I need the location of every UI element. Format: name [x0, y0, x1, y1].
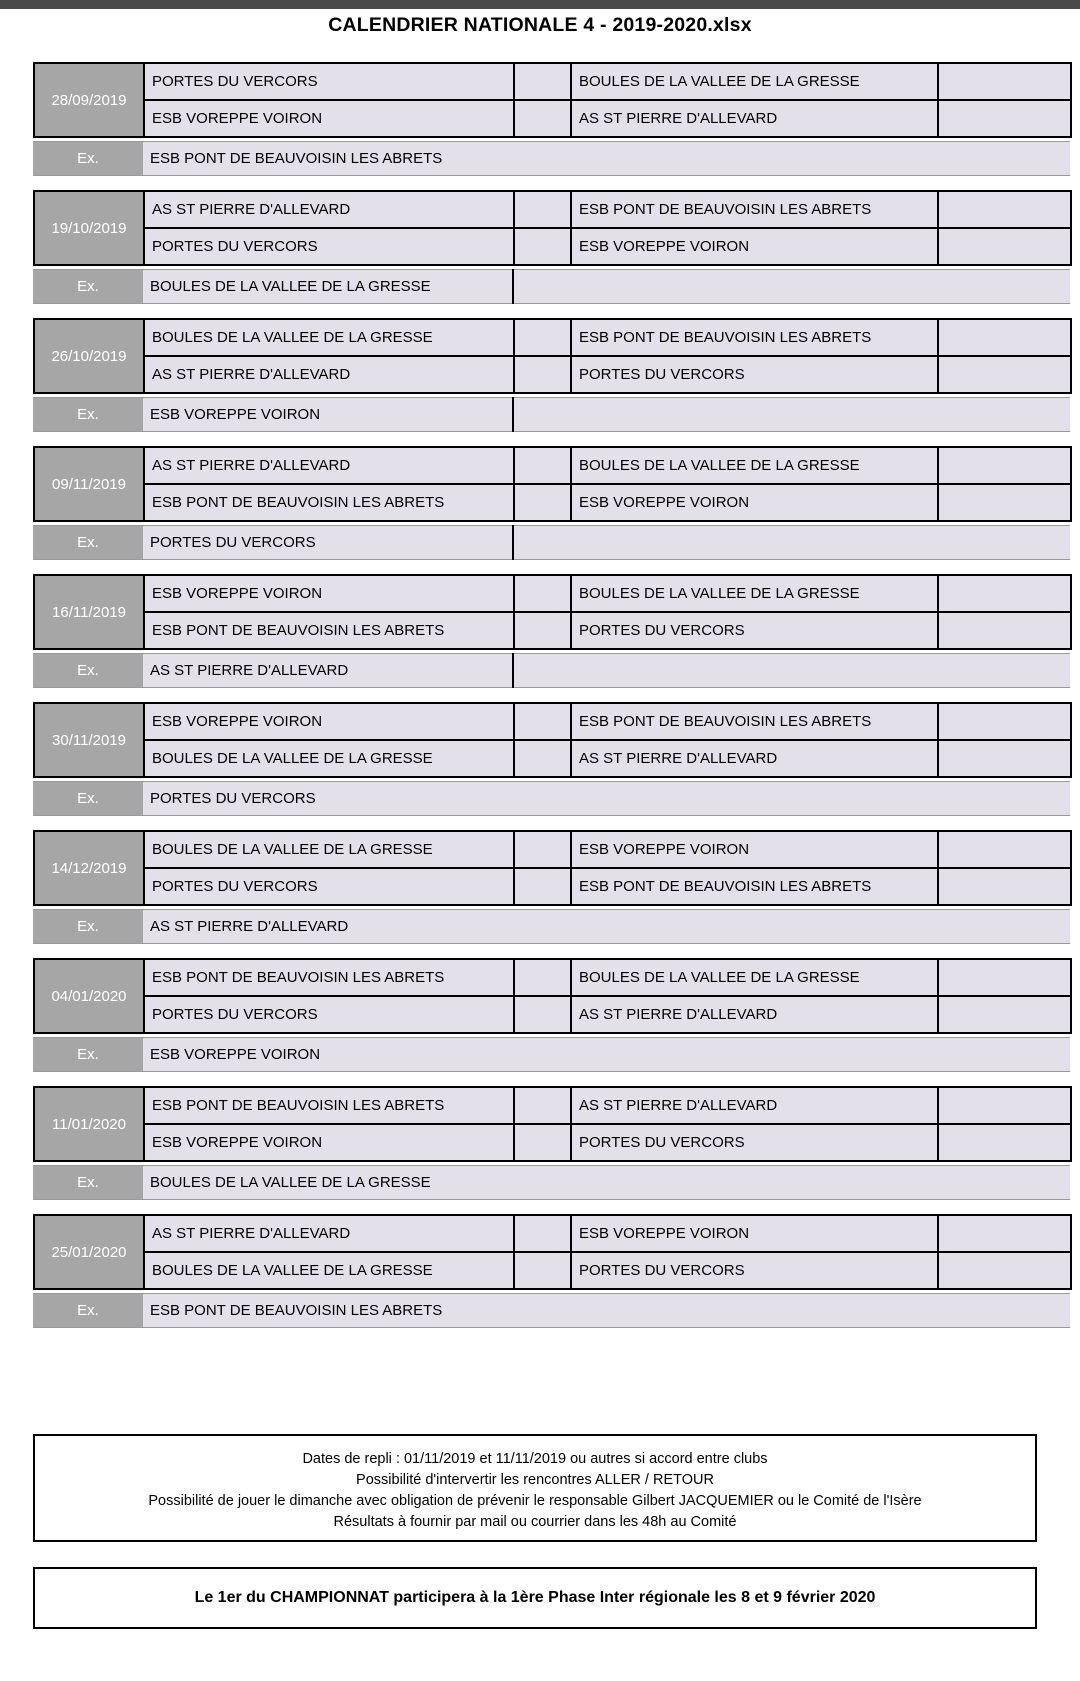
exempt-row-inner [33, 398, 1070, 432]
matchday-date: 04/01/2020 [34, 959, 144, 1033]
away-score-cell[interactable] [938, 1215, 1071, 1252]
matchday-table [33, 318, 1072, 394]
matchday-date: 16/11/2019 [34, 575, 144, 649]
matchday-date: 11/01/2020 [34, 1087, 144, 1161]
exempt-filler [513, 142, 1070, 176]
home-score-cell[interactable] [514, 831, 571, 868]
exempt-row-inner [33, 526, 1070, 560]
away-team-cell: ESB PONT DE BEAUVOISIN LES ABRETS [571, 319, 938, 356]
home-score-cell[interactable] [514, 575, 571, 612]
exempt-filler [513, 1294, 1070, 1328]
matchday-table [33, 574, 1072, 650]
away-score-cell[interactable] [938, 63, 1071, 100]
home-team-cell: ESB VOREPPE VOIRON [144, 100, 514, 137]
match-row [34, 1215, 1071, 1252]
matchday-table [33, 62, 1072, 138]
exempt-team: BOULES DE LA VALLEE DE LA GRESSE [143, 1166, 513, 1200]
exempt-filler [513, 1166, 1070, 1200]
home-score-cell[interactable] [514, 868, 571, 905]
match-row [34, 63, 1071, 100]
exempt-team: BOULES DE LA VALLEE DE LA GRESSE [143, 270, 513, 304]
away-team-cell: PORTES DU VERCORS [571, 1124, 938, 1161]
away-team-cell: AS ST PIERRE D'ALLEVARD [571, 100, 938, 137]
exempt-row [33, 909, 1070, 944]
away-score-cell[interactable] [938, 740, 1071, 777]
matchday-date: 19/10/2019 [34, 191, 144, 265]
exempt-team: ESB VOREPPE VOIRON [143, 398, 513, 432]
home-team-cell: ESB VOREPPE VOIRON [144, 1124, 514, 1161]
away-score-cell[interactable] [938, 228, 1071, 265]
match-row [34, 1087, 1071, 1124]
away-score-cell[interactable] [938, 100, 1071, 137]
note-line: Possibilité d'intervertir les rencontres ALLER / RETOUR [356, 1472, 714, 1488]
note-line: Dates de repli : 01/11/2019 et 11/11/2019 ou autres si accord entre clubs [302, 1451, 768, 1467]
exempt-label: Ex. [33, 1038, 143, 1072]
exempt-filler [513, 654, 1070, 688]
away-score-cell[interactable] [938, 831, 1071, 868]
away-team-cell: BOULES DE LA VALLEE DE LA GRESSE [571, 959, 938, 996]
home-team-cell: BOULES DE LA VALLEE DE LA GRESSE [144, 831, 514, 868]
matchday-date: 28/09/2019 [34, 63, 144, 137]
match-row [34, 959, 1071, 996]
matchday-block [33, 318, 1070, 432]
matchday-block [33, 446, 1070, 560]
away-team-cell: ESB VOREPPE VOIRON [571, 1215, 938, 1252]
match-row [34, 228, 1071, 265]
home-score-cell[interactable] [514, 740, 571, 777]
exempt-team: ESB PONT DE BEAUVOISIN LES ABRETS [143, 142, 513, 176]
exempt-row [33, 1037, 1070, 1072]
away-score-cell[interactable] [938, 959, 1071, 996]
exempt-row-inner [33, 142, 1070, 176]
exempt-row-inner [33, 1294, 1070, 1328]
away-score-cell[interactable] [938, 612, 1071, 649]
exempt-row-inner [33, 270, 1070, 304]
exempt-row-inner [33, 910, 1070, 944]
matchday-block [33, 1214, 1070, 1328]
home-score-cell[interactable] [514, 484, 571, 521]
away-team-cell: ESB VOREPPE VOIRON [571, 228, 938, 265]
matchday-date: 30/11/2019 [34, 703, 144, 777]
away-team-cell: ESB PONT DE BEAUVOISIN LES ABRETS [571, 703, 938, 740]
match-row [34, 831, 1071, 868]
exempt-row [33, 653, 1070, 688]
match-row [34, 703, 1071, 740]
matchday-table [33, 702, 1072, 778]
away-score-cell[interactable] [938, 447, 1071, 484]
matchday-date: 26/10/2019 [34, 319, 144, 393]
home-team-cell: AS ST PIERRE D'ALLEVARD [144, 356, 514, 393]
match-row [34, 575, 1071, 612]
away-team-cell: BOULES DE LA VALLEE DE LA GRESSE [571, 63, 938, 100]
away-team-cell: ESB PONT DE BEAUVOISIN LES ABRETS [571, 868, 938, 905]
match-row [34, 484, 1071, 521]
away-score-cell[interactable] [938, 1124, 1071, 1161]
home-score-cell[interactable] [514, 1252, 571, 1289]
away-score-cell[interactable] [938, 191, 1071, 228]
exempt-row [33, 1293, 1070, 1328]
home-score-cell[interactable] [514, 1215, 571, 1252]
exempt-team: AS ST PIERRE D'ALLEVARD [143, 654, 513, 688]
match-row [34, 356, 1071, 393]
away-team-cell: BOULES DE LA VALLEE DE LA GRESSE [571, 575, 938, 612]
exempt-label: Ex. [33, 782, 143, 816]
away-team-cell: PORTES DU VERCORS [571, 356, 938, 393]
window-top-bar [0, 0, 1080, 9]
matchday-table [33, 446, 1072, 522]
exempt-filler [513, 1038, 1070, 1072]
home-team-cell: ESB PONT DE BEAUVOISIN LES ABRETS [144, 1087, 514, 1124]
away-team-cell: PORTES DU VERCORS [571, 1252, 938, 1289]
match-row [34, 191, 1071, 228]
matchday-block [33, 574, 1070, 688]
match-row [34, 447, 1071, 484]
matchday-table [33, 1086, 1072, 1162]
exempt-row [33, 525, 1070, 560]
note-line: Possibilité de jouer le dimanche avec obligation de prévenir le responsable Gilbert JACQUEMIER ou le Comité de l'Isère [148, 1493, 922, 1509]
exempt-row [33, 781, 1070, 816]
exempt-team: PORTES DU VERCORS [143, 782, 513, 816]
matchday-table [33, 1214, 1072, 1290]
exempt-filler [513, 782, 1070, 816]
home-score-cell[interactable] [514, 1087, 571, 1124]
home-team-cell: PORTES DU VERCORS [144, 63, 514, 100]
exempt-label: Ex. [33, 270, 143, 304]
home-team-cell: ESB VOREPPE VOIRON [144, 575, 514, 612]
home-team-cell: ESB PONT DE BEAUVOISIN LES ABRETS [144, 612, 514, 649]
match-row [34, 612, 1071, 649]
away-score-cell[interactable] [938, 1252, 1071, 1289]
match-row [34, 319, 1071, 356]
home-team-cell: AS ST PIERRE D'ALLEVARD [144, 191, 514, 228]
away-team-cell: AS ST PIERRE D'ALLEVARD [571, 996, 938, 1033]
home-team-cell: BOULES DE LA VALLEE DE LA GRESSE [144, 1252, 514, 1289]
matchday-table [33, 830, 1072, 906]
home-score-cell[interactable] [514, 1124, 571, 1161]
exempt-row [33, 141, 1070, 176]
home-score-cell[interactable] [514, 996, 571, 1033]
exempt-row [33, 269, 1070, 304]
home-team-cell: ESB PONT DE BEAUVOISIN LES ABRETS [144, 484, 514, 521]
home-team-cell: BOULES DE LA VALLEE DE LA GRESSE [144, 319, 514, 356]
home-score-cell[interactable] [514, 447, 571, 484]
matchday-date: 14/12/2019 [34, 831, 144, 905]
away-score-cell[interactable] [938, 484, 1071, 521]
away-team-cell: BOULES DE LA VALLEE DE LA GRESSE [571, 447, 938, 484]
matchday-table [33, 958, 1072, 1034]
away-score-cell[interactable] [938, 996, 1071, 1033]
exempt-team: ESB VOREPPE VOIRON [143, 1038, 513, 1072]
schedule-container [33, 62, 1070, 1342]
home-team-cell: ESB VOREPPE VOIRON [144, 703, 514, 740]
away-score-cell[interactable] [938, 319, 1071, 356]
home-team-cell: PORTES DU VERCORS [144, 868, 514, 905]
home-team-cell: AS ST PIERRE D'ALLEVARD [144, 1215, 514, 1252]
away-team-cell: ESB VOREPPE VOIRON [571, 484, 938, 521]
home-score-cell[interactable] [514, 228, 571, 265]
away-score-cell[interactable] [938, 703, 1071, 740]
matchday-block [33, 62, 1070, 176]
exempt-label: Ex. [33, 398, 143, 432]
matchday-block [33, 702, 1070, 816]
home-score-cell[interactable] [514, 191, 571, 228]
exempt-label: Ex. [33, 910, 143, 944]
matchday-block [33, 958, 1070, 1072]
exempt-label: Ex. [33, 1294, 143, 1328]
home-score-cell[interactable] [514, 703, 571, 740]
matchday-table [33, 190, 1072, 266]
exempt-label: Ex. [33, 142, 143, 176]
away-score-cell[interactable] [938, 356, 1071, 393]
match-row [34, 100, 1071, 137]
home-team-cell: PORTES DU VERCORS [144, 996, 514, 1033]
exempt-row [33, 1165, 1070, 1200]
exempt-filler [513, 910, 1070, 944]
away-score-cell[interactable] [938, 1087, 1071, 1124]
exempt-team: PORTES DU VERCORS [143, 526, 513, 560]
exempt-row [33, 397, 1070, 432]
home-team-cell: PORTES DU VERCORS [144, 228, 514, 265]
matchday-date: 25/01/2020 [34, 1215, 144, 1289]
matchday-block [33, 190, 1070, 304]
exempt-team: ESB PONT DE BEAUVOISIN LES ABRETS [143, 1294, 513, 1328]
away-team-cell: PORTES DU VERCORS [571, 612, 938, 649]
exempt-filler [513, 526, 1070, 560]
exempt-label: Ex. [33, 1166, 143, 1200]
away-team-cell: ESB VOREPPE VOIRON [571, 831, 938, 868]
notes-box [33, 1434, 1037, 1542]
away-score-cell[interactable] [938, 575, 1071, 612]
exempt-label: Ex. [33, 526, 143, 560]
exempt-label: Ex. [33, 654, 143, 688]
exempt-team: AS ST PIERRE D'ALLEVARD [143, 910, 513, 944]
match-row [34, 868, 1071, 905]
home-score-cell[interactable] [514, 319, 571, 356]
match-row [34, 740, 1071, 777]
promotion-text: Le 1er du CHAMPIONNAT participera à la 1ère Phase Inter régionale les 8 et 9 février 2020 [194, 1589, 876, 1606]
away-team-cell: AS ST PIERRE D'ALLEVARD [571, 1087, 938, 1124]
exempt-row-inner [33, 782, 1070, 816]
home-score-cell[interactable] [514, 612, 571, 649]
exempt-filler [513, 398, 1070, 432]
matchday-block [33, 1086, 1070, 1200]
matchday-date: 09/11/2019 [34, 447, 144, 521]
page-title: CALENDRIER NATIONALE 4 - 2019-2020.xlsx [328, 14, 752, 36]
match-row [34, 1124, 1071, 1161]
match-row [34, 996, 1071, 1033]
away-score-cell[interactable] [938, 868, 1071, 905]
away-team-cell: ESB PONT DE BEAUVOISIN LES ABRETS [571, 191, 938, 228]
home-score-cell[interactable] [514, 356, 571, 393]
matchday-block [33, 830, 1070, 944]
home-score-cell[interactable] [514, 63, 571, 100]
promotion-box [33, 1567, 1037, 1629]
away-team-cell: AS ST PIERRE D'ALLEVARD [571, 740, 938, 777]
home-score-cell[interactable] [514, 100, 571, 137]
home-team-cell: AS ST PIERRE D'ALLEVARD [144, 447, 514, 484]
match-row [34, 1252, 1071, 1289]
exempt-row-inner [33, 654, 1070, 688]
note-line: Résultats à fournir par mail ou courrier dans les 48h au Comité [333, 1514, 737, 1530]
home-team-cell: BOULES DE LA VALLEE DE LA GRESSE [144, 740, 514, 777]
home-team-cell: ESB PONT DE BEAUVOISIN LES ABRETS [144, 959, 514, 996]
exempt-filler [513, 270, 1070, 304]
exempt-row-inner [33, 1038, 1070, 1072]
home-score-cell[interactable] [514, 959, 571, 996]
exempt-row-inner [33, 1166, 1070, 1200]
